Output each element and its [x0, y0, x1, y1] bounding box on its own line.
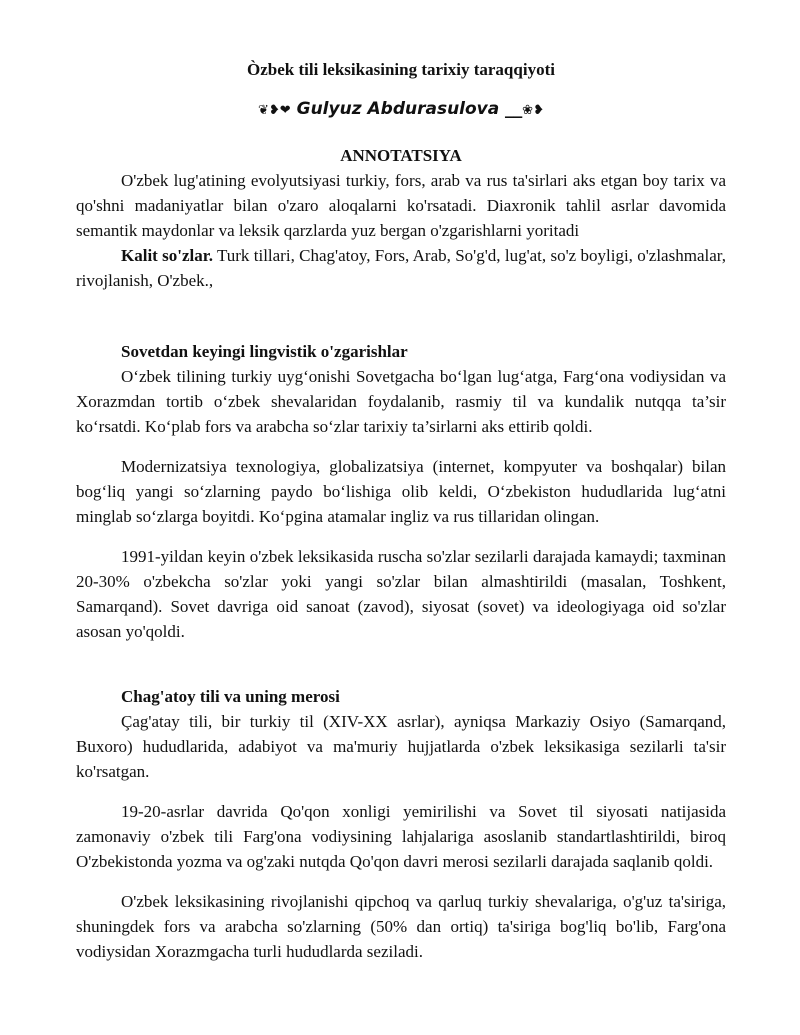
- paragraph: 19-20-asrlar davrida Qo'qon xonligi yemirilishi va Sovet til siyosati natijasida zamonaviy o'zbek tili Farg'ona vodiysining lahjalariga asoslanib standartlashtirildi, biroq O'zbekistonda yozma va og'zaki nutqda Qo'qon davri merosi sezilarli darajada saqlanib qoldi.: [76, 802, 726, 871]
- document-title: Òzbek tili leksikasining tarixiy taraqqiyoti: [247, 60, 555, 79]
- keywords-paragraph: [76, 243, 726, 293]
- paragraph: Modernizatsiya texnologiya, globalizatsiya (internet, kompyuter va boshqalar) bilan bog‘liq yangi so‘zlarning paydo bo‘lishiga olib keldi, O‘zbekiston hududlarida lug‘atni minglab so‘zlarga boyitdi. Ko‘pgina atamalar ingliz va rus tillaridan olingan.: [76, 457, 726, 526]
- annotation-text: O'zbek lug'atining evolyutsiyasi turkiy, fors, arab va rus ta'sirlari aks etgan boy tarix va qo'shni madaniyatlar bilan o'zaro aloqalarni ko'rsatadi. Diaxronik tahlil asrlar davomida semantik maydonlar va leksik qarzlarda yuz bergan o'zgarishlarni yoritadi: [76, 171, 726, 240]
- document-page: [76, 58, 726, 964]
- paragraph: O‘zbek tilining turkiy uyg‘onishi Sovetgacha bo‘lgan lug‘atga, Farg‘ona vodiysidan va Xorazmdan tortib o‘zbek shevalaridan foydalanib, rasmiy til va kundalik nutqqa ta’sir ko‘rsatdi. Ko‘plab fors va arabcha so‘zlar tarixiy ta’sirlarni aks ettirib qoldi.: [76, 367, 726, 436]
- author-name: Gulyuz Abdurasulova: [296, 99, 500, 119]
- annotation-heading: ANNOTATSIYA: [340, 146, 462, 165]
- ornament-right-icon: ❀❥: [522, 103, 544, 118]
- paragraph: 1991-yildan keyin o'zbek leksikasida ruscha so'zlar sezilarli darajada kamaydi; taxminan 20-30% o'zbekcha so'zlar yoki yangi so'zlar bilan almashtirildi (masalan, Toshkent, Samarqand). Sovet davriga oid sanoat (zavod), siyosat (sovet) va ideologiyaga oid so'zlar asosan yo'qoldi.: [76, 547, 726, 641]
- author-line: [76, 96, 726, 124]
- section-heading: Chag'atoy tili va uning merosi: [121, 687, 340, 706]
- section-heading: Sovetdan keyingi lingvistik o'zgarishlar: [121, 342, 408, 361]
- ornament-left-icon: ❦❥❤: [258, 103, 291, 118]
- paragraph: O'zbek leksikasining rivojlanishi qipchoq va qarluq turkiy shevalariga, o'g'uz ta'siriga, shuningdek fors va arabcha so'zlarning (50% dan ortiq) ta'siriga bog'liq bo'lib, Farg'ona vodiysidan Xorazmgacha turli hududlarda seziladi.: [76, 892, 726, 961]
- keywords-label: Kalit so'zlar.: [121, 246, 213, 265]
- author-separator: __: [505, 99, 523, 119]
- paragraph: Çag'atay tili, bir turkiy til (XIV-XX asrlar), ayniqsa Markaziy Osiyo (Samarqand, Buxoro) hududlarida, adabiyot va ma'muriy hujjatlarda o'zbek leksikasiga sezilarli ta'sir ko'rsatgan.: [76, 712, 726, 781]
- keywords-list: Turk tillari, Chag'atoy, Fors, Arab, So'g'd, lug'at, so'z boyligi, o'zlashmalar, rivojlanish, O'zbek.,: [76, 246, 726, 290]
